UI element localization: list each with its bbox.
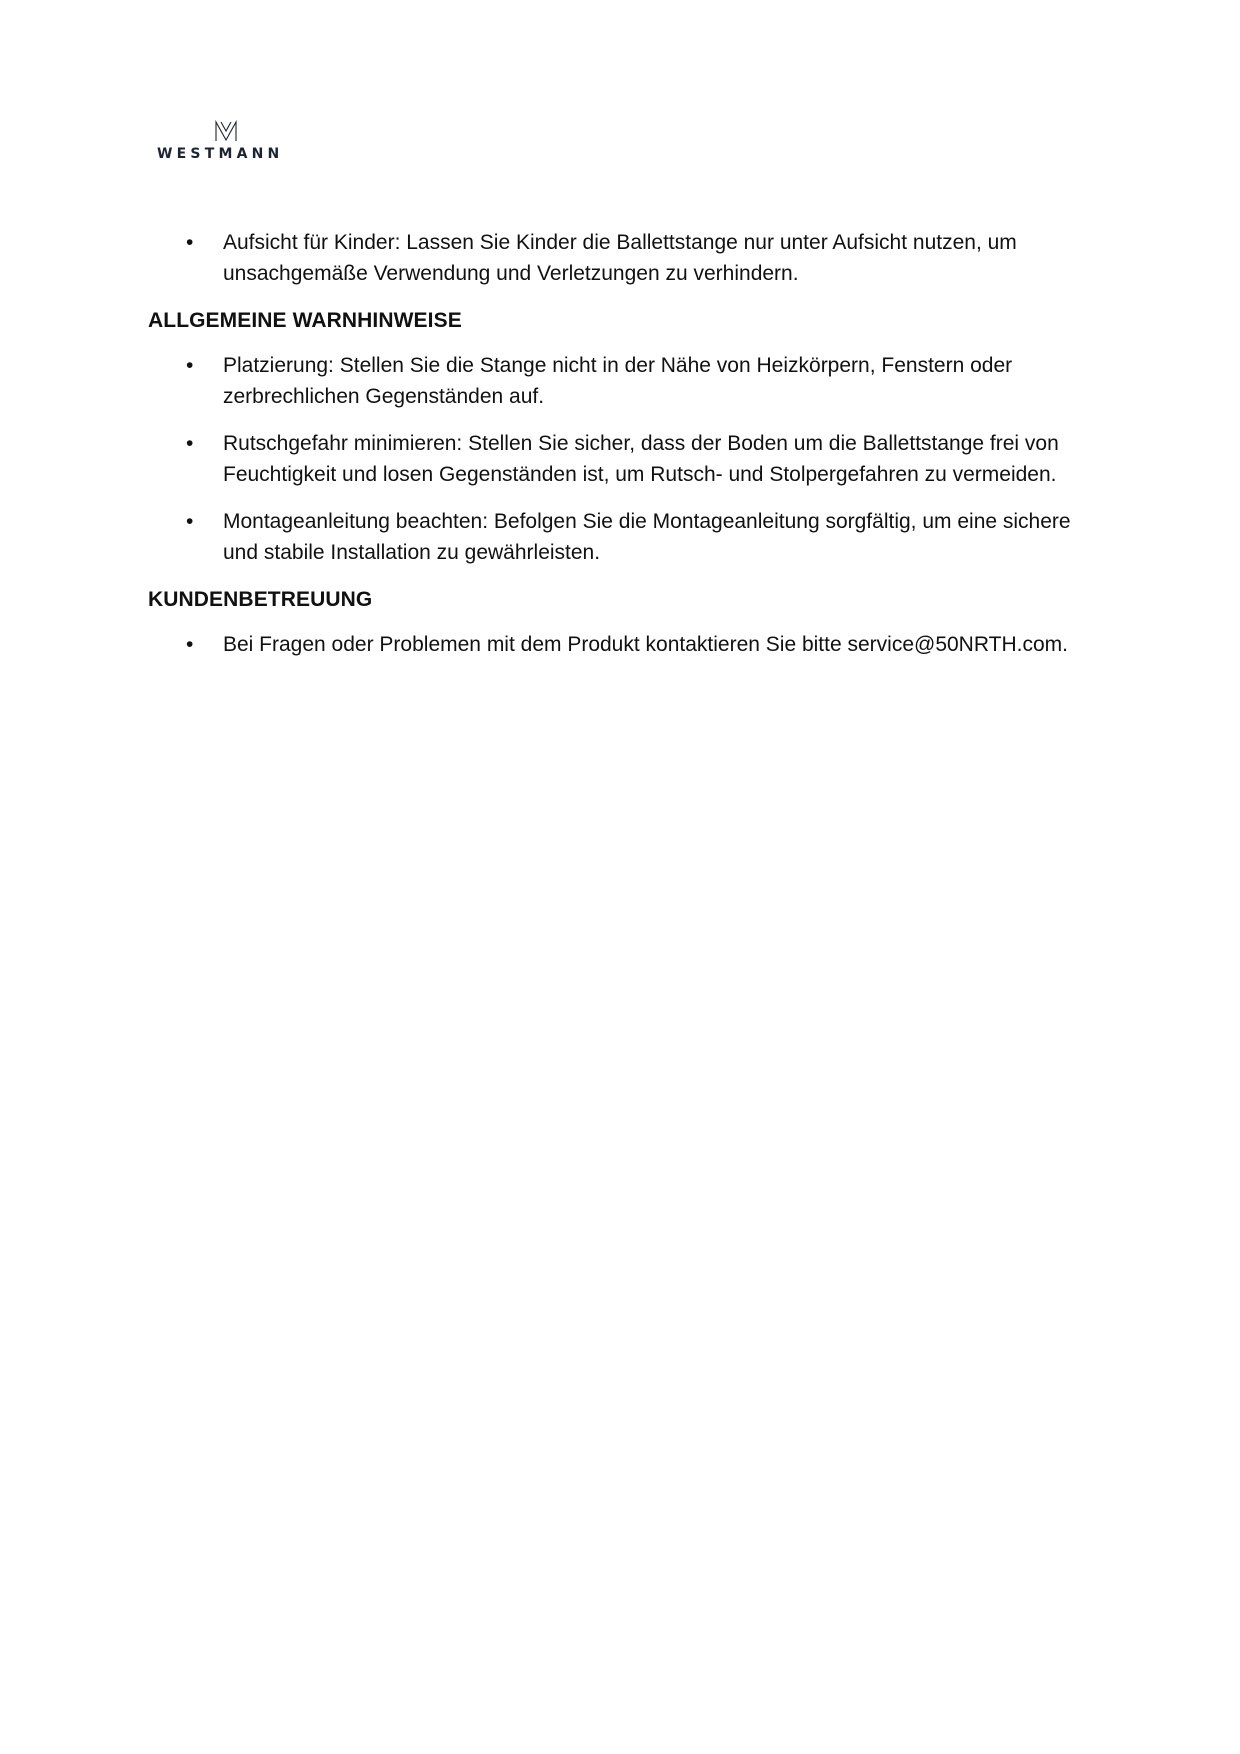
westmann-monogram-icon: [213, 120, 239, 142]
bullet-list: [148, 630, 1078, 661]
bullet-icon: •: [186, 510, 194, 533]
bullet-icon: •: [186, 633, 194, 656]
bullet-icon: •: [186, 354, 194, 377]
list-item-text: Rutschgefahr minimieren: Stellen Sie sicher, dass der Boden um die Ballettstange frei von Feuchtigkeit und losen Gegenständen ist, um Rutsch- und Stolpergefahren zu vermeiden.: [223, 432, 1059, 486]
section-heading-warnings: ALLGEMEINE WARNHINWEISE: [148, 309, 462, 332]
list-item: [148, 630, 1078, 661]
list-item: [148, 429, 1078, 490]
list-item: [148, 351, 1078, 412]
westmann-logo: [157, 120, 297, 168]
list-item-text: Aufsicht für Kinder: Lassen Sie Kinder die Ballettstange nur unter Aufsicht nutzen, um unsachgemäße Verwendung und Verletzungen zu verhindern.: [223, 231, 1017, 285]
list-item-text: Bei Fragen oder Problemen mit dem Produkt kontaktieren Sie bitte service@50NRTH.com.: [223, 633, 1068, 656]
logo-text: WESTMANN: [157, 146, 284, 162]
bullet-icon: •: [186, 231, 194, 254]
section-heading-customer-service: KUNDENBETREUUNG: [148, 588, 373, 611]
document-body: [148, 228, 1078, 678]
list-item-text: Montageanleitung beachten: Befolgen Sie die Montageanleitung sorgfältig, um eine sichere und stabile Installation zu gewährleisten.: [223, 510, 1071, 564]
list-item-text: Platzierung: Stellen Sie die Stange nicht in der Nähe von Heizkörpern, Fenstern oder zerbrechlichen Gegenständen auf.: [223, 354, 1013, 408]
list-item: [148, 507, 1078, 568]
bullet-icon: •: [186, 432, 194, 455]
bullet-list: [148, 228, 1078, 289]
bullet-list: [148, 351, 1078, 568]
list-item: [148, 228, 1078, 289]
